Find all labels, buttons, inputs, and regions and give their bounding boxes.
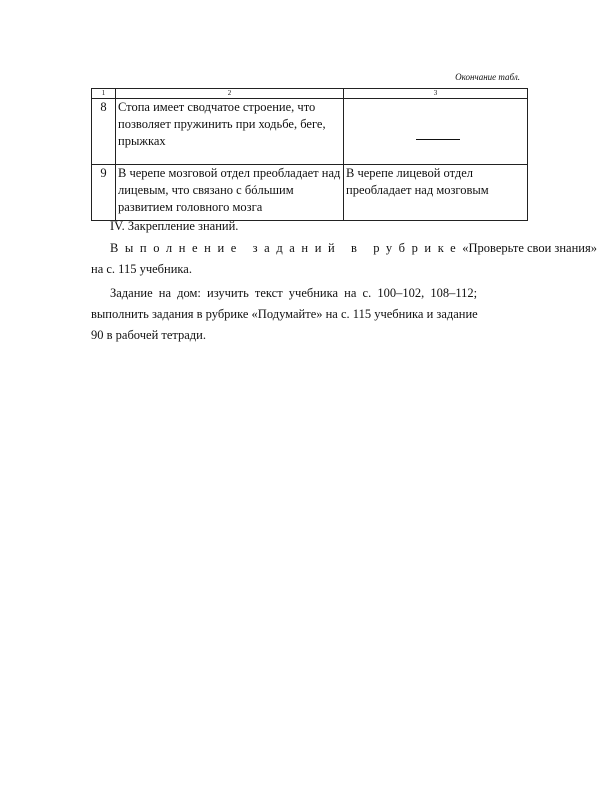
row-number: 9 [92, 165, 116, 221]
paragraph-line [91, 238, 597, 259]
paragraph-homework [91, 283, 527, 346]
table-row [92, 165, 528, 221]
table-caption: Окончание табл. [455, 72, 520, 82]
em-dash-line [416, 139, 460, 140]
section-title: Закрепление знаний. [127, 219, 239, 233]
paragraph-line: 90 в рабочей тетради. [91, 328, 206, 342]
row-number: 8 [92, 99, 116, 165]
dash-cell [344, 99, 528, 165]
comparison-table [91, 88, 528, 221]
section-heading [110, 219, 238, 234]
paragraph-exercise [91, 238, 597, 280]
paragraph-line: Задание на дом: изучить текст учебника на с. 100–102, 108–112; [110, 286, 478, 300]
spaced-emphasis: Выполнение заданий в рубрике [110, 241, 463, 255]
column-header-2: 2 [116, 89, 344, 99]
feature-cell: Стопа имеет сводчатое строение, что позволяет пружинить при ходьбе, беге, прыжках [116, 99, 344, 165]
comparison-cell: В черепе лицевой отдел преобладает над мозговым [344, 165, 528, 221]
table-row [92, 99, 528, 165]
column-header-1: 1 [92, 89, 116, 99]
paragraph-line: на с. 115 учебника. [91, 262, 192, 276]
feature-cell: В черепе мозговой отдел преобладает над лицевым, что связано с бóльшим развитием головного мозга [116, 165, 344, 221]
section-numeral: IV. [110, 219, 125, 233]
rubric-name: «Проверьте свои знания» [462, 241, 597, 255]
table-header-row [92, 89, 528, 99]
column-header-3: 3 [344, 89, 528, 99]
paragraph-line: выполнить задания в рубрике «Подумайте» на с. 115 учебника и задание [91, 307, 478, 321]
